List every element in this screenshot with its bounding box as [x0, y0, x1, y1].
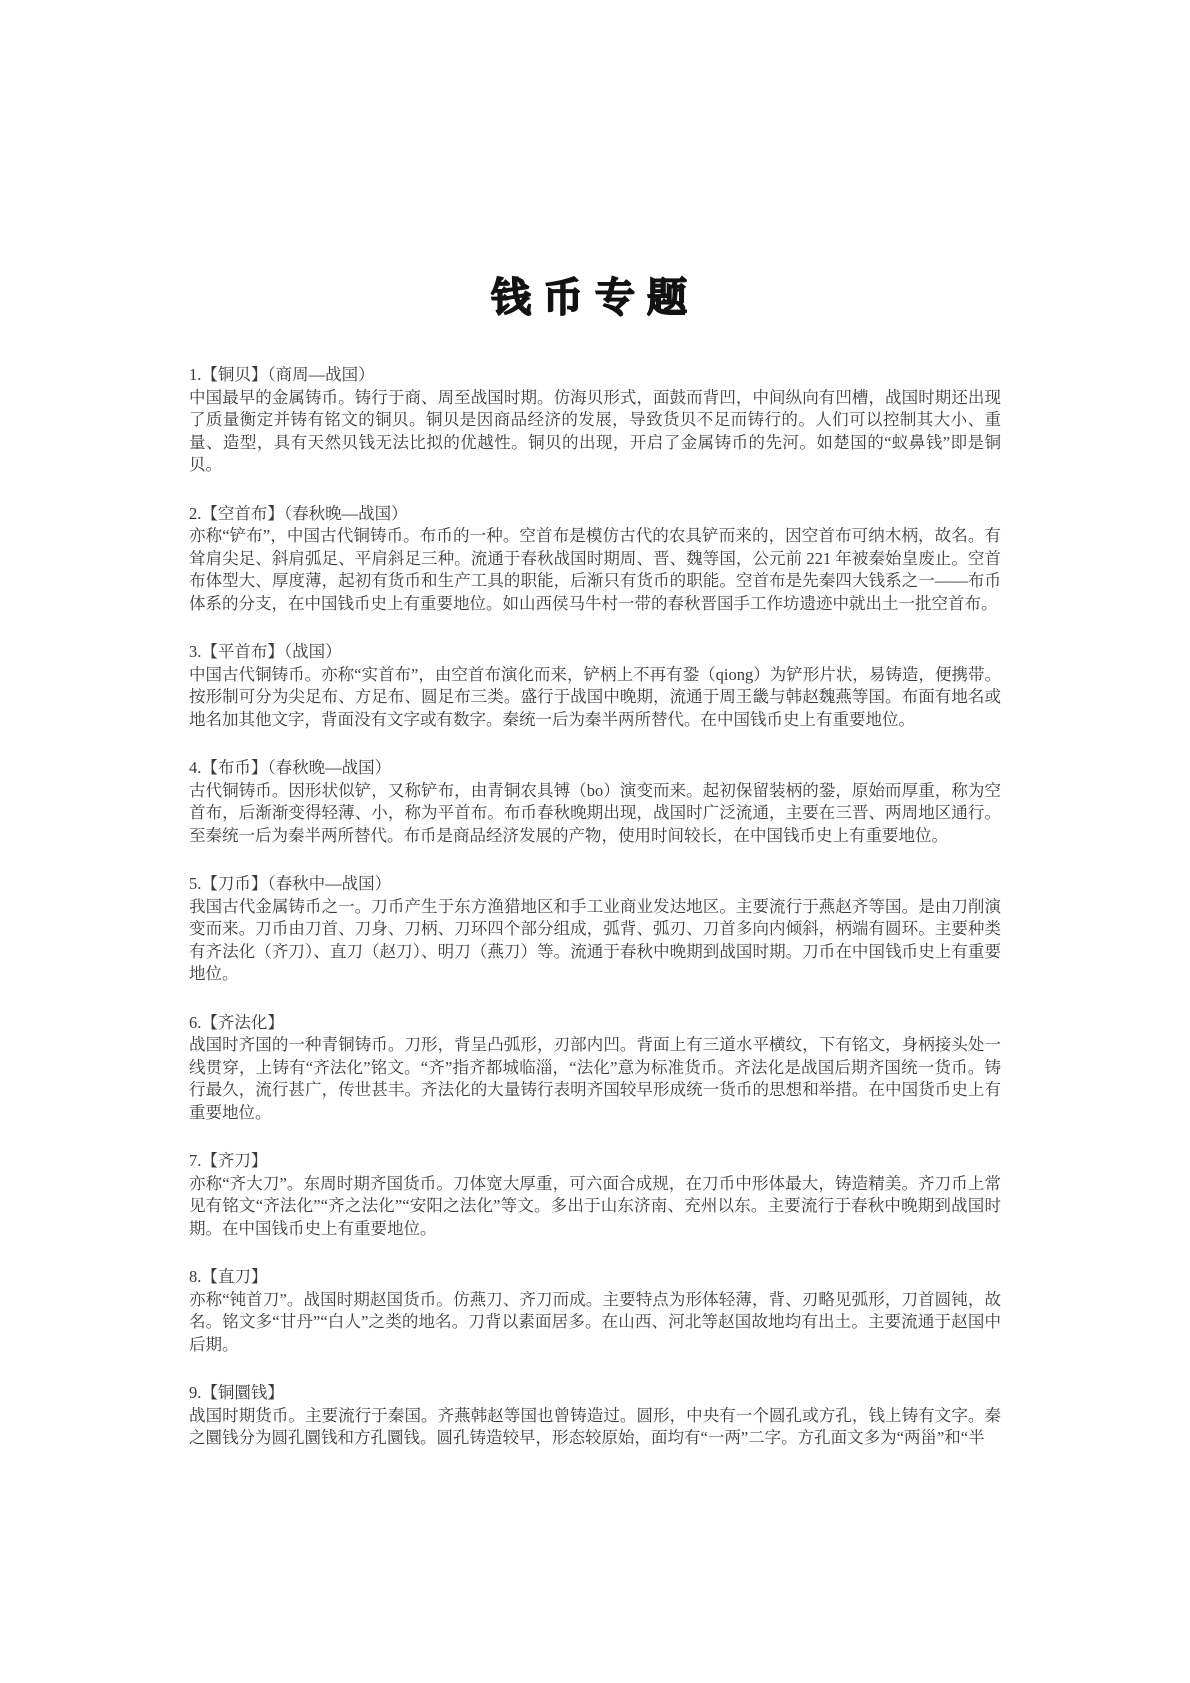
section-4-bubi [189, 757, 1001, 847]
section-body: 古代铜铸币。因形状似铲，又称铲布，由青铜农具镈（bo）演变而来。起初保留装柄的銎，原始而厚重，称为空首布，后渐渐变得轻薄、小，称为平首布。布币春秋晚期出现，战国时广泛流通，主要在三晋、两周地区通行。至秦统一后为秦半两所替代。布币是商品经济发展的产物，使用时间较长，在中国钱币史上有重要地位。 [189, 780, 1001, 845]
section-6-qifahua [189, 1012, 1001, 1125]
section-body: 战国时齐国的一种青铜铸币。刀形，背呈凸弧形，刃部内凹。背面上有三道水平横纹，下有铭文，身柄接头处一线贯穿，上铸有“齐法化”铭文。“齐”指齐都城临淄，“法化”意为标准货币。齐法化是战国后期齐国统一货币。铸行最久，流行甚广，传世甚丰。齐法化的大量铸行表明齐国较早形成统一货币的思想和举措。在中国货币史上有重要地位。 [189, 1035, 1001, 1122]
section-body: 亦称“钝首刀”。战国时期赵国货币。仿燕刀、齐刀而成。主要特点为形体轻薄，背、刃略见弧形，刀首圆钝，故名。铭文多“甘丹”“白人”之类的地名。刀背以素面居多。在山西、河北等赵国故地均有出土。主要流通于赵国中后期。 [189, 1289, 1001, 1354]
section-9-tonghuanqian [189, 1382, 1001, 1450]
section-heading: 1.【铜贝】（商周—战国） [189, 365, 375, 384]
section-heading: 5.【刀币】（春秋中—战国） [189, 874, 392, 893]
section-2-kongshoubu [189, 503, 1001, 616]
section-1-tongbei [189, 364, 1001, 477]
section-heading: 3.【平首布】（战国） [189, 642, 342, 661]
section-heading: 9.【铜圜钱】 [189, 1383, 284, 1402]
section-heading: 7.【齐刀】 [189, 1151, 268, 1170]
section-heading: 2.【空首布】（春秋晚—战国） [189, 503, 408, 523]
section-body: 亦称“齐大刀”。东周时期齐国货币。刀体宽大厚重，可六面合成规，在刀币中形体最大，铸造精美。齐刀币上常见有铭文“齐法化”“齐之法化”“安阳之法化”等文。多出于山东济南、充州以东。主要流行于春秋中晚期到战国时期。在中国钱币史上有重要地位。 [189, 1173, 1001, 1238]
section-heading: 4.【布币】（春秋晚—战国） [189, 758, 392, 777]
section-body: 我国古代金属铸币之一。刀币产生于东方渔猎地区和手工业商业发达地区。主要流行于燕赵齐等国。是由刀削演变而来。刀币由刀首、刀身、刀柄、刀环四个部分组成，弧背、弧刃、刀首多向内倾斜，柄端有圆环。主要种类有齐法化（齐刀）、直刀（赵刀）、明刀（燕刀）等。流通于春秋中晚期到战国时期。刀币在中国钱币史上有重要地位。 [189, 896, 1001, 983]
section-heading: 6.【齐法化】 [189, 1012, 284, 1032]
document-title: 钱币专题 [491, 275, 699, 320]
section-5-daobi [189, 873, 1001, 986]
section-heading: 8.【直刀】 [189, 1267, 268, 1286]
section-body: 中国古代铜铸币。亦称“实首布”，由空首布演化而来，铲柄上不再有銎（qiong）为铲形片状，易铸造，便携带。按形制可分为尖足布、方足布、圆足布三类。盛行于战国中晚期，流通于周王畿与韩赵魏燕等国。布面有地名或地名加其他文字，背面没有文字或有数字。秦统一后为秦半两所替代。在中国钱币史上有重要地位。 [189, 664, 1001, 729]
section-body: 战国时期货币。主要流行于秦国。齐燕韩赵等国也曾铸造过。圆形，中央有一个圆孔或方孔，钱上铸有文字。秦之圜钱分为圆孔圜钱和方孔圜钱。圆孔铸造较早，形态较原始，面均有“一两”二字。方孔面文多为“两甾”和“半 [189, 1405, 1001, 1447]
sections-container [189, 364, 1001, 1450]
section-body: 亦称“铲布”，中国古代铜铸币。布币的一种。空首布是模仿古代的农具铲而来的，因空首布可纳木柄，故名。有耸肩尖足、斜肩弧足、平肩斜足三种。流通于春秋战国时期周、晋、魏等国，公元前 221 年被秦始皇废止。空首布体型大、厚度薄，起初有货币和生产工具的职能，后渐只有货币的职能。空首布是先秦四大钱系之一——布币体系的分支，在中国钱币史上有重要地位。如山西侯马牛村一带的春秋晋国手工作坊遗迹中就出土一批空首布。 [189, 526, 1001, 613]
section-body: 中国最早的金属铸币。铸行于商、周至战国时期。仿海贝形式，面鼓而背凹，中间纵向有凹槽，战国时期还出现了质量衡定并铸有铭文的铜贝。铜贝是因商品经济的发展，导致货贝不足而铸行的。人们可以控制其大小、重量、造型，具有天然贝钱无法比拟的优越性。铜贝的出现，开启了金属铸币的先河。如楚国的“蚁鼻钱”即是铜贝。 [189, 387, 1001, 474]
section-3-pingshoubu [189, 641, 1001, 731]
section-8-zhidao [189, 1266, 1001, 1356]
section-7-qidao [189, 1150, 1001, 1240]
